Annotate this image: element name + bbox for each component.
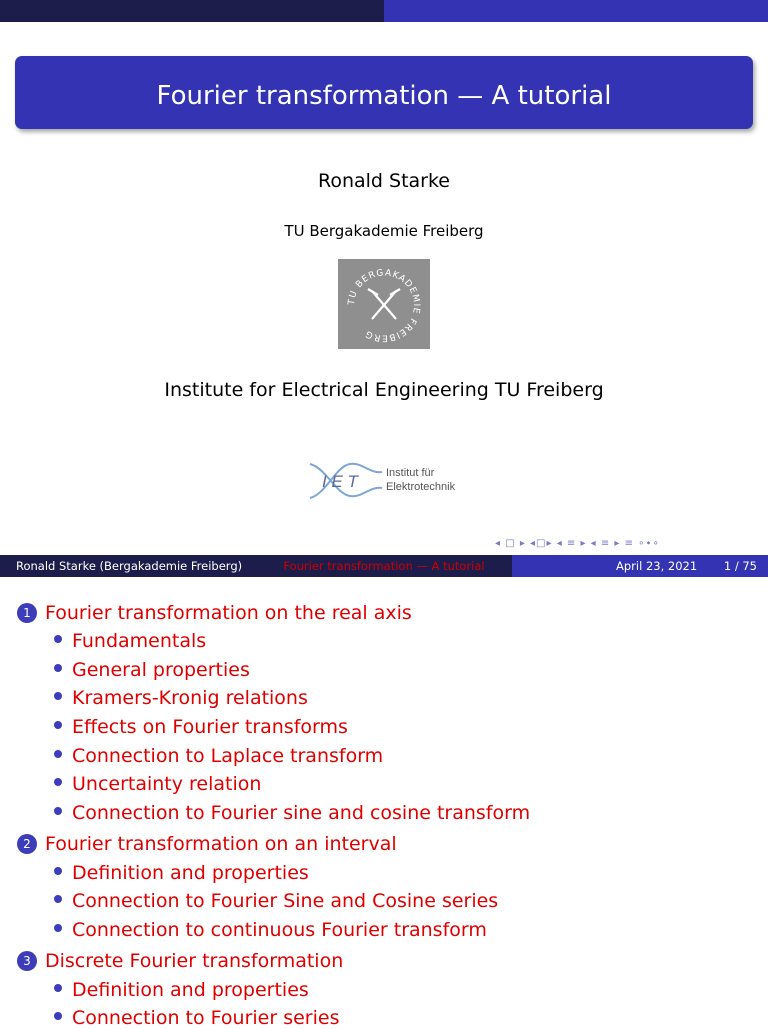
toc-item[interactable] [54, 773, 261, 795]
toc-item-label: Effects on Fourier transforms [72, 716, 348, 738]
author-name: Ronald Starke [317, 170, 451, 192]
bullet-icon [54, 664, 62, 672]
footer-short-title: Fourier transformation — A tutorial [283, 559, 485, 573]
toc-item[interactable] [54, 687, 308, 709]
slide-footer [0, 555, 768, 577]
top-header-bar-right [384, 0, 768, 22]
iet-logo-letters: I E T [322, 472, 358, 491]
toc-item-label: Connection to Fourier sine and cosine transform [72, 802, 531, 824]
toc-item[interactable] [54, 745, 383, 767]
toc-item[interactable] [54, 630, 206, 652]
toc-item-label: General properties [72, 659, 250, 681]
toc-section-3[interactable] [17, 950, 343, 972]
toc-item-label: Connection to continuous Fourier transform [72, 919, 487, 941]
institution-name: TU Bergakademie Freiberg [284, 222, 484, 240]
section-number-badge: 3 [17, 951, 37, 971]
seal-text: TU BERGAKADEMIE FREIBERG [346, 268, 422, 343]
toc-section-title: Discrete Fourier transformation [45, 950, 344, 972]
footer-author: Ronald Starke (Bergakademie Freiberg) [16, 559, 243, 573]
bullet-icon [54, 895, 62, 903]
bullet-icon [54, 807, 62, 815]
toc-item-label: Connection to Laplace transform [72, 745, 384, 767]
toc-item[interactable] [54, 659, 250, 681]
footer-date: April 23, 2021 [616, 559, 698, 573]
toc-item[interactable] [54, 862, 309, 884]
toc-item[interactable] [54, 890, 498, 912]
toc-item[interactable] [54, 979, 309, 1001]
footer-date-panel [512, 555, 768, 577]
toc-section-2[interactable] [17, 833, 397, 855]
toc-item-label: Connection to Fourier series [72, 1007, 340, 1029]
top-header-bar-left [0, 0, 384, 22]
section-number-badge: 1 [17, 603, 37, 623]
iet-logo-line1: Institut für [386, 467, 435, 479]
bullet-icon [54, 867, 62, 875]
bullet-icon [54, 924, 62, 932]
beamer-navigation-symbols[interactable]: ◂ □ ▸ ◂□▸ ◂ ≡ ▸ ◂ ≡ ▸ ≡ ∘∙∘ [495, 538, 660, 549]
footer-title-panel [256, 555, 512, 577]
bullet-icon [54, 721, 62, 729]
iet-logo [306, 444, 466, 516]
toc-item-label: Definition and properties [72, 862, 309, 884]
bullet-icon [54, 635, 62, 643]
bullet-icon [54, 984, 62, 992]
toc-section-title: Fourier transformation on an interval [45, 833, 397, 855]
footer-page-number: 1 / 75 [723, 559, 757, 573]
footer-author-panel [0, 555, 256, 577]
toc-item[interactable] [54, 919, 487, 941]
toc-item[interactable] [54, 716, 348, 738]
top-header-bar [0, 0, 768, 22]
bullet-icon [54, 750, 62, 758]
iet-logo-line2: Elektrotechnik [386, 481, 456, 493]
hammer-and-pick-icon [368, 289, 400, 319]
toc-item-label: Connection to Fourier Sine and Cosine series [72, 890, 499, 912]
toc-section-title: Fourier transformation on the real axis [45, 602, 412, 624]
bullet-icon [54, 778, 62, 786]
slide-title: Fourier transformation — A tutorial [15, 56, 753, 129]
toc-item[interactable] [54, 1007, 339, 1029]
toc-section-1[interactable] [17, 602, 412, 624]
section-number-badge: 2 [17, 834, 37, 854]
toc-item-label: Definition and properties [72, 979, 309, 1001]
institute-name: Institute for Electrical Engineering TU Freiberg [164, 379, 604, 401]
toc-item-label: Uncertainty relation [72, 773, 262, 795]
toc-item-label: Kramers-Kronig relations [72, 687, 308, 709]
tu-freiberg-seal-logo [338, 259, 430, 349]
toc-item-label: Fundamentals [72, 630, 207, 652]
bullet-icon [54, 1012, 62, 1020]
bullet-icon [54, 692, 62, 700]
toc-item[interactable] [54, 802, 530, 824]
